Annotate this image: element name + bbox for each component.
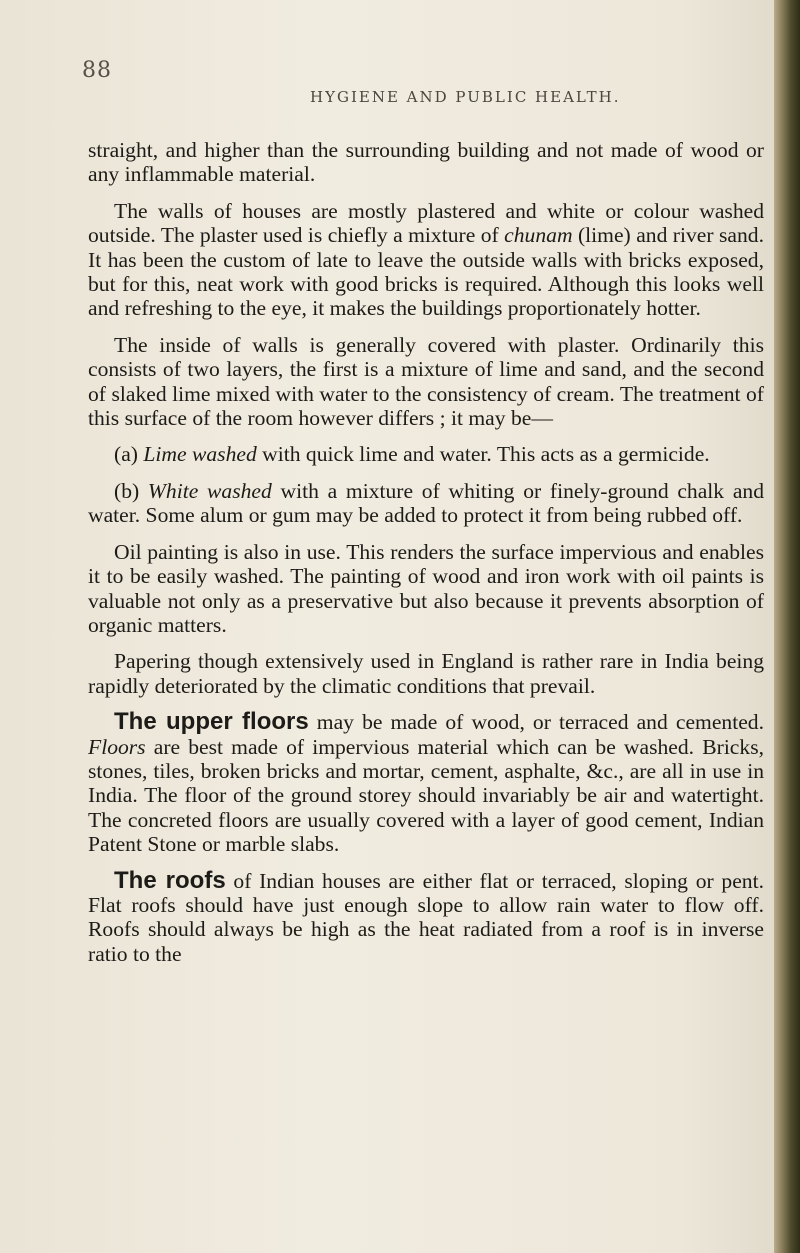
paragraph-white-washed (88, 479, 764, 528)
paragraph-walls (88, 199, 764, 321)
text-span: with quick lime and water. This acts as a germicide. (256, 442, 710, 467)
side-heading-upper-floors: The upper floors (114, 708, 309, 736)
italic-term-white-washed: White washed (147, 478, 272, 503)
page-number: 88 (82, 58, 112, 83)
paragraph-oil-painting: Oil painting is also in use. This renders the surface impervious and enables it to be easily washed. The painting of wood and iron work with oil paints is valuable not only as a preservative but also because it prevents absorption of organic matters. (88, 539, 764, 637)
italic-term-lime-washed: Lime washed (143, 442, 257, 467)
italic-term-floors: Floors (88, 734, 146, 759)
body-text (88, 138, 764, 978)
side-heading-roofs: The roofs (114, 866, 226, 894)
text-span: are best made of impervious material which can be washed. Bricks, stones, tiles, broken bricks and mortar, cement, asphalte, &c., are all in use in India. The floor of the ground storey should invariably be air and watertight. The concreted floors are usually covered with a layer of good cement, Indian Patent Stone or marble slabs. (88, 734, 764, 857)
paragraph-continuation: straight, and higher than the surrounding building and not made of wood or any inflammable material. (88, 138, 764, 187)
text-span: (lime) and river sand. It has been the custom of late to leave the outside walls with bricks exposed, but for this, neat work with good bricks is required. Although this looks well and refreshing to the eye, it makes the buildings proportionately hotter. (88, 223, 764, 321)
list-marker: (b) (114, 478, 148, 503)
text-span: The walls of houses are mostly plastered and white or colour washed outside. The plaster used is chiefly a mixture of (88, 198, 764, 248)
paragraph-upper-floors (88, 710, 764, 856)
paragraph-roofs (88, 866, 764, 967)
text-span: with a mixture of whiting or finely-ground chalk and water. Some alum or gum may be added to protect it from being rubbed off. (88, 478, 765, 528)
text-span: of Indian houses are either flat or terraced, sloping or pent. Flat roofs should have just enough slope to allow rain water to flow off. Roofs should always be high as the heat radiated from a roof is in inverse ratio to the (88, 868, 764, 966)
paragraph-inside-walls: The inside of walls is generally covered with plaster. Ordinarily this consists of two layers, the first is a mixture of lime and sand, and the second of slaked lime mixed with water to the consistency of cream. The treatment of this surface of the room however differs ; it may be— (88, 332, 764, 431)
paragraph-papering: Papering though extensively used in England is rather rare in India being rapidly deteriorated by the climatic conditions that prevail. (88, 649, 764, 698)
list-marker: (a) (114, 442, 144, 467)
paragraph-lime-washed (88, 442, 764, 466)
running-head: HYGIENE AND PUBLIC HEALTH. (310, 88, 621, 106)
text-span: may be made of wood, or terraced and cemented. (308, 710, 764, 735)
page-edge-binding (774, 0, 800, 1253)
italic-term-chunam: chunam (504, 223, 573, 248)
